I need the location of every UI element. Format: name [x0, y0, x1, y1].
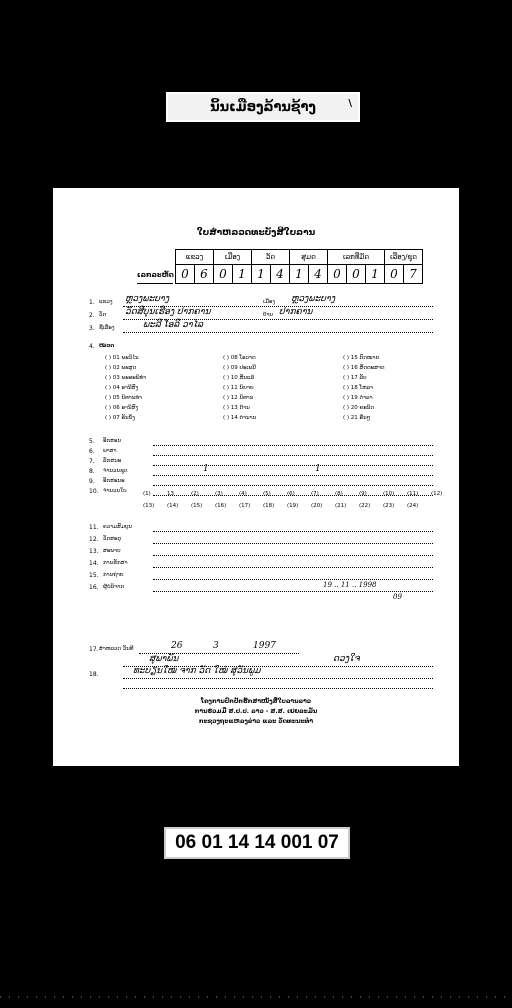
row-number: 9.	[89, 478, 95, 485]
category-option: ( ) 15 ກົດໝາຍ	[343, 355, 380, 361]
field-label: ການຖ່າຍ	[103, 572, 124, 578]
row-number: 2.	[89, 312, 95, 319]
record-day: 19	[323, 581, 332, 589]
category-option: ( ) 06 ອານິສົງ	[105, 405, 139, 411]
title-value: ພະລີ ໂອລິ ວາໄລ	[143, 320, 203, 330]
leaf-count-cell: (10)	[383, 491, 395, 497]
col-header: ສຸມດ	[290, 250, 328, 265]
field-label: ຈຳນວນໃບ	[103, 488, 127, 494]
category-option: ( ) 11 ນິຍາຍ	[223, 385, 254, 391]
leaf-count-cell: (11)	[407, 491, 419, 497]
dotted-line	[153, 531, 433, 532]
col-header: ເລືອງ/ຊຸດ	[385, 250, 423, 265]
digit-cell: 7	[404, 265, 423, 284]
leaf-count-cell: (20)	[311, 503, 323, 509]
survey-day: 26	[171, 641, 183, 651]
field-label: ການຮັກສາ	[103, 560, 128, 566]
leaf-count-cell: (1)	[143, 491, 151, 497]
tag-mark: \	[348, 98, 352, 109]
field-label: ບ້ານ	[263, 312, 274, 318]
field-label: ເມືອງ	[263, 299, 276, 305]
row-number: 4.	[89, 343, 95, 350]
row-number: 15.	[89, 572, 99, 579]
record-footer-number: 09	[393, 593, 402, 601]
leaf-count-cell: (4)	[239, 491, 247, 497]
record-month: 11	[340, 581, 350, 589]
leaf-count-cell: (23)	[383, 503, 395, 509]
digit-cell: 1	[366, 265, 385, 284]
row-number: 16.	[89, 584, 99, 591]
leaf-count-cell: 13	[167, 491, 174, 497]
leaf-count-cell: (2)	[191, 491, 199, 497]
province-value: ຫຼວງພະບາງ	[125, 294, 170, 304]
digit-cell: 1	[233, 265, 252, 284]
row-number: 12.	[89, 536, 99, 543]
row-number: 5.	[89, 438, 95, 445]
leaf-count-cell: (14)	[167, 503, 179, 509]
leaf-count-cell: (17)	[239, 503, 251, 509]
field-label: ວັດ	[99, 312, 107, 318]
footer-line-1: ໂຄງການປົກປັກຮັກສາໜັງສືໃບລານລາວ	[200, 698, 312, 705]
dotted-line	[153, 465, 433, 466]
scan-noise	[0, 996, 512, 998]
leaf-count-cell: (12)	[431, 491, 443, 497]
dotted-line	[123, 688, 433, 689]
leaf-count-cell: (6)	[287, 491, 295, 497]
remark-value: ທະບຽນໃໝ່ ຈາກ ວັດ ໃໝ່ ສຸວັນພູມ	[133, 666, 261, 676]
checker-name: ດວງໃຈ	[333, 654, 360, 664]
field-label: ອັກສອນ	[103, 438, 122, 444]
row-number: 1.	[89, 299, 95, 306]
manuscript-tag-label	[166, 92, 360, 122]
category-option: ( ) 14 ຕຳນານ	[223, 415, 257, 421]
category-option: ( ) 16 ສັດຕະສາດ	[343, 365, 385, 371]
digit-cell: 4	[271, 265, 290, 284]
leaf-count-cell: (13)	[143, 503, 155, 509]
field-label: ຜູ້ບໍລິຈາກ	[103, 584, 125, 590]
category-option: ( ) 05 ນິທານທຳ	[105, 395, 142, 401]
row-number: 11.	[89, 524, 99, 531]
leaf-count-cell: (9)	[359, 491, 367, 497]
leaf-count-cell: (19)	[287, 503, 299, 509]
footer-line-2: ການຮ່ວມມື ສ.ປ.ປ. ລາວ - ສ.ສ. ເຢຍລະມັນ	[194, 708, 318, 715]
leaf-count-cell: (5)	[263, 491, 271, 497]
leaf-count-cell: (18)	[263, 503, 275, 509]
dotted-line	[153, 555, 433, 556]
registration-code-grid	[175, 249, 423, 284]
category-section-label: ໝວດ	[99, 343, 115, 349]
digit-cell: 4	[309, 265, 328, 284]
category-option: ( ) 18 ໂຫລາ	[343, 385, 374, 391]
col-header: ແຂວງ	[176, 250, 214, 265]
registration-underline	[137, 283, 173, 284]
col-header: ເມືອງ	[214, 250, 252, 265]
field-label: ຄວາມສົມບູນ	[103, 524, 132, 530]
bundle-count-2: 1	[315, 464, 321, 474]
survey-year: 1997	[253, 641, 276, 651]
category-option: ( ) 08 ໂອວາດ	[223, 355, 256, 361]
record-year: 1998	[358, 581, 377, 589]
col-header: ວັດ	[252, 250, 290, 265]
village-value: ປາກຄານ	[279, 307, 313, 317]
category-option: ( ) 21 ອື່ນໆ	[343, 415, 371, 421]
header-label-text: ນິ້ນເມືອງລ້ານຊ້າງ	[210, 99, 316, 115]
category-option: ( ) 13 ດ້ານ	[223, 405, 250, 411]
row-number: 10.	[89, 488, 99, 495]
footer-line-3: ກະຊວງຖະແຫລງຂ່າວ ແລະ ວັດທະນະທຳ	[198, 718, 314, 725]
digit-cell: 0	[347, 265, 366, 284]
field-label: ພາສາ	[103, 448, 117, 454]
row-number: 3.	[89, 325, 95, 332]
field-label: ລັກສນະ	[103, 458, 122, 464]
category-option: ( ) 04 ອານີສົງ	[105, 385, 139, 391]
dotted-line	[153, 485, 433, 486]
survey-form	[53, 188, 459, 766]
row-number: 8.	[89, 468, 95, 475]
category-option: ( ) 01 ພະວິໄນ	[105, 355, 139, 361]
leaf-count-cell: (24)	[407, 503, 419, 509]
leaf-count-cell: (21)	[335, 503, 347, 509]
surveyor-name: ສຸພາພັນ	[149, 654, 179, 664]
digit-cell: 1	[252, 265, 271, 284]
dotted-line	[153, 445, 433, 446]
category-option: ( ) 10 ສັນແລ້	[223, 375, 255, 381]
district-value: ຫຼວງພະບາງ	[291, 294, 336, 304]
row-number: 6.	[89, 448, 95, 455]
registration-label: ເລກລະຫັດ	[137, 271, 174, 279]
field-label: ຈຳນວນຊຸດ	[103, 468, 128, 474]
dotted-line	[153, 475, 433, 476]
row-number: 13.	[89, 548, 99, 555]
digit-cell: 1	[290, 265, 309, 284]
leaf-count-cell: (8)	[335, 491, 343, 497]
category-option: ( ) 17 ລັບ	[343, 375, 367, 381]
leaf-count-cell: (7)	[311, 491, 319, 497]
row-number: 7.	[89, 458, 95, 465]
field-label: ສະພາບ	[103, 548, 121, 554]
field-label: ຊື່ເລື່ອງ	[99, 325, 115, 331]
digit-cell: 0	[385, 265, 404, 284]
manuscript-code-text: 06 01 14 14 001 07	[175, 832, 339, 853]
dotted-line	[153, 579, 433, 580]
leaf-count-cell: (16)	[215, 503, 227, 509]
leaf-count-cell: (22)	[359, 503, 371, 509]
field-label: ອັກສະນະ	[103, 478, 125, 484]
leaf-count-cell: (3)	[215, 491, 223, 497]
leaf-count-cell: (15)	[191, 503, 203, 509]
category-option: ( ) 02 ພະສູດ	[105, 365, 137, 371]
form-title: ໃບສຳຫລວດທະບັງສີໃບລານ	[196, 228, 316, 238]
manuscript-code-label	[164, 827, 350, 859]
digit-cell: 6	[195, 265, 214, 284]
digit-cell: 0	[328, 265, 347, 284]
category-option: ( ) 12 ນິທານ	[223, 395, 254, 401]
record-date: 19 .. 11 .. 1998	[323, 581, 377, 589]
field-label: ແຂວງ	[99, 299, 113, 305]
dotted-line	[153, 543, 433, 544]
category-option: ( ) 20 ຄະນິດ	[343, 405, 375, 411]
category-option: ( ) 19 ຕຳລາ	[343, 395, 373, 401]
digit-cell: 0	[176, 265, 195, 284]
field-label: ວັດສະດຸ	[103, 536, 122, 542]
dotted-line	[153, 455, 433, 456]
col-header: ເລກທີ່ມັດ	[328, 250, 385, 265]
row-number: 14.	[89, 560, 99, 567]
category-option: ( ) 09 ປະເພນີ	[223, 365, 256, 371]
category-option: ( ) 03 ພະອະພິທຳ	[105, 375, 147, 381]
survey-date-label: ສຳຫລວດ ວັນທີ	[99, 646, 134, 652]
dotted-line	[123, 678, 433, 679]
row-number: 17.	[89, 646, 99, 653]
bundle-count: 1	[203, 464, 209, 474]
temple-value: ວັດສີບຸນເຮືອງ ປາກຄານ	[125, 307, 211, 317]
row-number: 18.	[89, 671, 99, 678]
dotted-line	[153, 591, 433, 592]
dotted-line	[153, 567, 433, 568]
digit-cell: 0	[214, 265, 233, 284]
dotted-line	[123, 332, 433, 333]
category-option: ( ) 07 ອັນນຶ່ງ	[105, 415, 135, 421]
survey-month: 3	[213, 641, 219, 651]
